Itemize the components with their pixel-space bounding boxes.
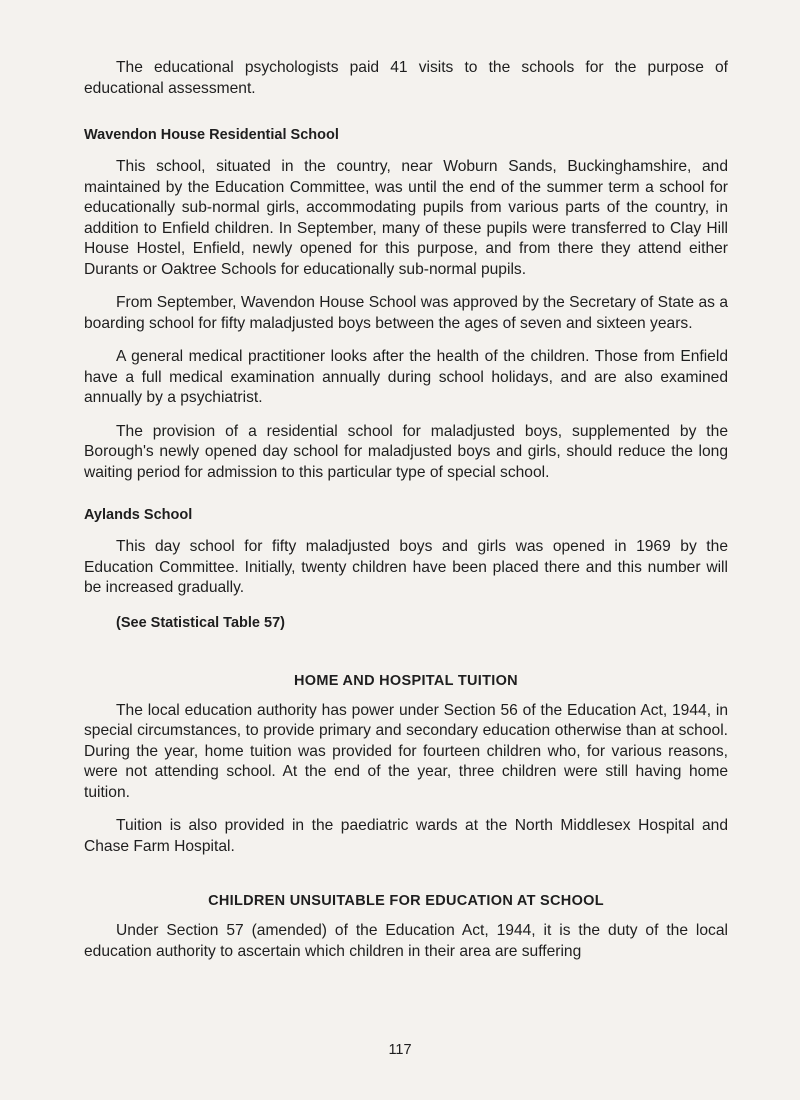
tuition-paragraph-2: Tuition is also provided in the paediatric wards at the North Middlesex Hospital and Chase Farm Hospital. [84, 817, 728, 855]
wavendon-paragraph-2: From September, Wavendon House School was approved by the Secretary of State as a boarding school for fifty maladjusted boys between the ages of seven and sixteen years. [84, 294, 728, 332]
wavendon-paragraph-3: A general medical practitioner looks after the health of the children. Those from Enfield have a full medical examination annually during school holidays, and are also examined annually by a psychiatrist. [84, 348, 728, 406]
intro-paragraph: The educational psychologists paid 41 visits to the schools for the purpose of educational assessment. [84, 59, 728, 97]
wavendon-heading: Wavendon House Residential School [84, 127, 339, 143]
unsuitable-paragraph: Under Section 57 (amended) of the Education Act, 1944, it is the duty of the local education authority to ascertain which children in their area are suffering [84, 922, 728, 960]
aylands-paragraph: This day school for fifty maladjusted boys and girls was opened in 1969 by the Education Committee. Initially, twenty children have been placed there and this number will be increased gradually. [84, 538, 728, 596]
page-number: 117 [388, 1042, 412, 1058]
wavendon-paragraph-4: The provision of a residential school for maladjusted boys, supplemented by the Borough's newly opened day school for maladjusted boys and girls, should reduce the long waiting period for admission to this particular type of special school. [84, 422, 728, 481]
wavendon-paragraph-1: This school, situated in the country, near Woburn Sands, Buckinghamshire, and maintained by the Education Committee, was until the end of the summer term a school for educationally sub-normal girls, accommodating pupils from various parts of the country, in addition to Enfield children. In September, many of these pupils were transferred to Clay Hill House Hostel, Enfield, newly opened for this purpose, and from there they attend either Durants or Oaktree Schools for educationally sub-normal pupils. [84, 158, 728, 278]
tuition-heading: HOME AND HOSPITAL TUITION [294, 672, 518, 689]
statistical-table-reference: (See Statistical Table 57) [116, 614, 285, 631]
unsuitable-heading: CHILDREN UNSUITABLE FOR EDUCATION AT SCHOOL [208, 893, 604, 909]
tuition-paragraph-1: The local education authority has power under Section 56 of the Education Act, 1944, in special circumstances, to provide primary and secondary education otherwise than at school. During the year, home tuition was provided for fourteen children who, for various reasons, were not attending school. At the end of the year, three children were still having home tuition. [84, 701, 728, 801]
aylands-heading: Aylands School [84, 507, 193, 523]
